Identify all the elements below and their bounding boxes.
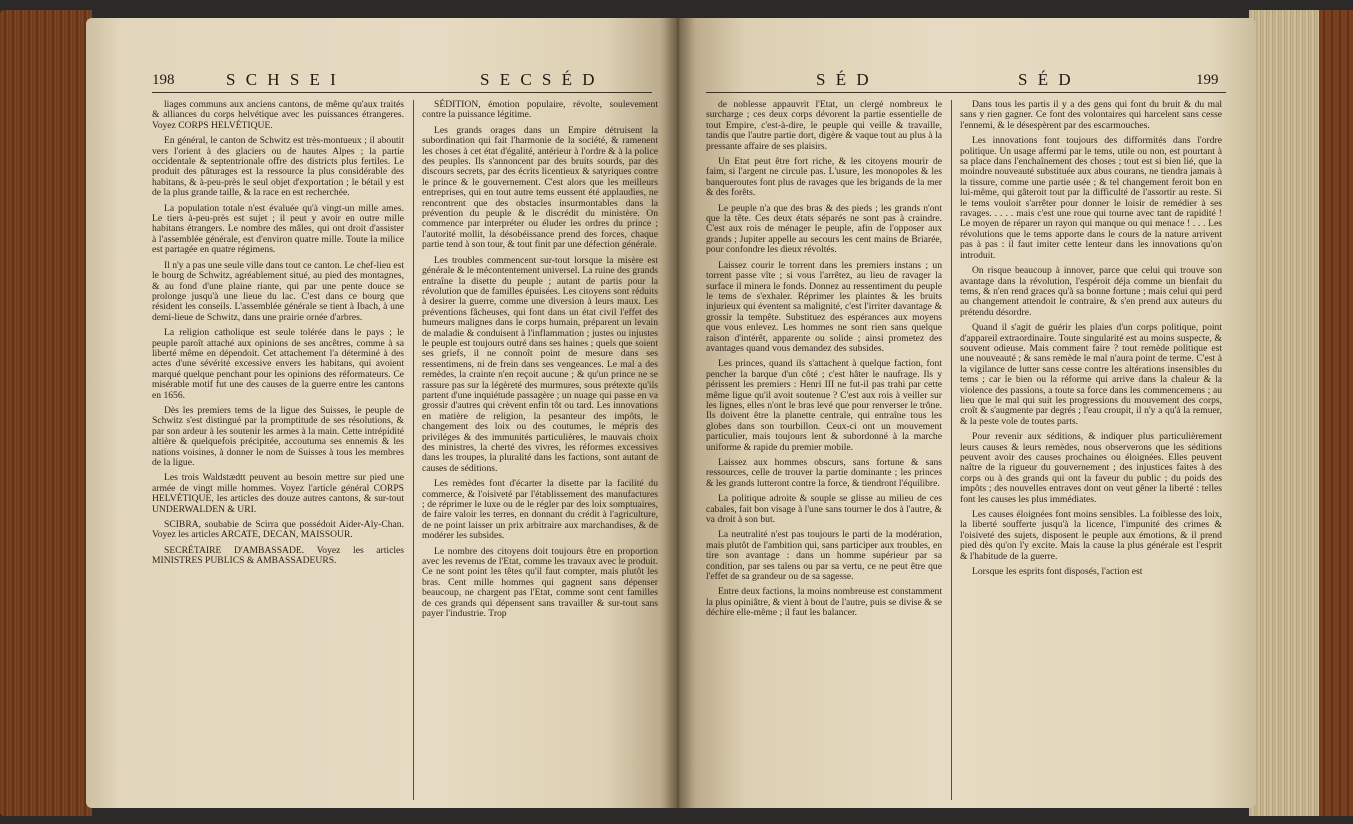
- paragraph: Laissez courir le torrent dans les premiers instans ; un torrent passe vîte ; si vous l'arrêtez, au lieu de ravager la surface il minera le fonds. Donnez au ressentiment du peuple le tems de s'exhaler. Réprimer les plaintes & les bruits injurieux qui éventent sa malignité, c'est l'irriter davantage & grossir la tempête. Substituez des espérances aux moyens que vous enlevez. Les hommes ne sont rien sans quelque raison d'intérêt, apparente ou solide ; ainsi prometez des avantages quand vous demandez des subsides.: [706, 259, 942, 354]
- right-column-2: [960, 100, 1222, 582]
- right-header-left: S É D: [816, 70, 872, 89]
- paragraph: de noblesse appauvrit l'Etat, un clergé nombreux le surcharge ; ces deux corps dévorent la partie essentielle de tout Empire, c'est-à-dire, le peuple qui veille & travaille, tandis que l'autre partie dort, digère & vaque tout au plus à la pressante affaire de ses plaisirs.: [706, 99, 942, 152]
- paragraph: Le peuple n'a que des bras & des pieds ; les grands n'ont que la tête. Ces deux états séparés ne sont pas à craindre. C'est aux rois de ménager le peuple, afin de l'opposer aux grands ; Jupiter appelle au secours les cent mains de Briarée, pour confondre les dieux révoltés.: [706, 202, 942, 256]
- paragraph: Les causes éloignées font moins sensibles. La foiblesse des loix, la liberté soufferte jusqu'à la licence, l'impunité des crimes & l'oisiveté des sujets, disposent le peuple aux émotions, & il prend pied dès qu'on l'y excite. Mais la cause la plus générale est l'esprit & l'habitude de la guerre.: [960, 509, 1222, 562]
- paragraph: Dès les premiers tems de la ligue des Suisses, le peuple de Schwitz s'est distingué par la promptitude de ses résolutions, & par son ardeur à les soutenir les armes à la main. Cette intrépidité altière & quelquefois précipitée, accoutuma ses ennemis & les nations voisines, à donner le nom de Suisses à tous les membres de la ligue.: [152, 404, 404, 468]
- paragraph: Un Etat peut être fort riche, & les citoyens mourir de faim, si l'argent ne circule pas. L'usure, les monopoles & les banqueroutes font plus de ravages que les brigands de la mer & des forêts.: [706, 156, 942, 199]
- left-header-right: S E C S É D: [480, 70, 598, 89]
- right-page-number: 199: [1196, 72, 1219, 88]
- paragraph: Les remèdes font d'écarter la disette par la facilité du commerce, & l'oisiveté par l'établissement des manufactures ; de réprimer le luxe ou de le régler par des loix somptuaires, de faire valoir les terres, en donnant du crédit à l'agriculture, de ne point laisser un prix arbitraire aux marchandises, & de modérer les subsides.: [422, 478, 658, 542]
- right-header-right: S É D: [1018, 70, 1074, 89]
- paragraph: Laissez aux hommes obscurs, sans fortune & sans ressources, celle de trouver la partie dominante ; les princes & les grands lutteront contre la force, & tiendront l'équilibre.: [706, 457, 942, 489]
- paragraph: Les princes, quand ils s'attachent à quelque faction, font pencher la barque d'un côté ; c'est hâter le naufrage. Ils y périssent les premiers : Henri III ne fut-il pas trahi par cette même ligue qu'il avoit soutenue ? C'est aux rois à veiller sur les lignes, elles n'ont le bras levé que pour renverser le trône. Ils doivent être la planette centrale, qui entraîne tous les globes dans son tourbillon. Ceux-ci ont un mouvement particulier, mais toujours lent & subordonné à la marche uniforme & rapide du premier mobile.: [706, 358, 942, 453]
- paragraph: La population totale n'est évaluée qu'à vingt-un mille ames. Le tiers à-peu-près est sujet ; il peut y avoir en outre mille habitans étrangers. Le nombre des mâles, qui ont droit d'assister à l'assemblée générale, est d'environ quatre mille. Toute la milice est partagée en quatre régimens.: [152, 202, 404, 256]
- paragraph: Les innovations font toujours des difformités dans l'ordre politique. Un usage affermi par le tems, utile ou non, est pourtant à sa place dans l'enchaînement des choses ; tout est si bien lié, que la moindre nouveauté substituée aux abus courans, ne tiendra jamais à la tissure, comme une partie usée ; & tel changement feroit bon en lui-même, qui gâteroit tout par la difficulté de l'assortir au reste. Si le tems vouloit s'arrêter pour donner le loisir de remédier à ses ravages. . . . . mais c'est une roue qui tourne avec tant de rapidité ! Le moyen de réparer un rayon qui manque ou qui menace ! . . . Les révolutions que le tems apporte dans le cours de la nature arrivent pas à pas : il faut imiter cette lenteur dans les innovations qu'on introduit.: [960, 135, 1222, 261]
- paragraph: Le nombre des citoyens doit toujours être en proportion avec les revenus de l'Etat, comme les travaux avec le produit. Ce ne sont point les têtes qu'il faut compter, mais plutôt les bras. Cent mille hommes qui gagnent sans dépenser beaucoup, ne chargent pas l'Etat, comme sont cent familles de ces grands qui dépensent sans travailler & sur-tout sans payer l'industrie. Trop: [422, 545, 658, 620]
- paragraph: liages communs aux anciens cantons, de même qu'aux traités & alliances du corps helvétique avec les puissances étrangeres. Voyez CORPS HELVÉTIQUE.: [152, 99, 404, 131]
- left-column-2: [422, 100, 658, 625]
- paragraph: La neutralité n'est pas toujours le parti de la modération, mais plutôt de l'ambition qui, sans participer aux troubles, en tire son avantage : dans un homme supérieur par sa condition, par ses talens ou par sa vertu, ce ne peut être que l'effet de sa grandeur ou de sa sagesse.: [706, 529, 942, 583]
- paragraph: Les grands orages dans un Empire détruisent la subordination qui fait l'harmonie de la société, & ramenent les choses à cet état d'égalité, antérieur à l'ordre & à la police des peuples. Ils s'annoncent par des bruits sourds, par des discours secrets, par des écrits licentieux & satyriques contre le prince & le gouvernement. C'est alors que les meilleurs entreprises, qui en tout autre tems eussent été applaudies, ne rencontrent que des obstacles insurmontables dans la prévention du peuple & le discrédit du ministère. On commence par interpréter ou éluder les ordres du prince ; l'autorité mollit, la désobéissance prend des forces, chaque partie tend à son tour, & tout finit par une défection générale.: [422, 124, 658, 251]
- paragraph: En général, le canton de Schwitz est très-montueux ; il aboutit vers l'orient à des glaciers ou de hautes Alpes ; la partie occidentale & septentrionale offre des districts plus fertiles. Le produit des pâturages est la ressource la plus considérable des habitans, & à-peu-près le seul objet d'exportation ; le bétail y est de la plus grande taille, & la race en est recherchée.: [152, 135, 404, 199]
- right-column-divider: [951, 100, 952, 800]
- left-page: [86, 18, 676, 808]
- paragraph: Il n'y a pas une seule ville dans tout ce canton. Le chef-lieu est le bourg de Schwitz, agréablement situé, au pied des montagnes, & au fond d'une plaine riante, qui par une pente douce se prolonge jusqu'à une lieue du lac. C'est dans ce bourg que résident les conseils. L'assemblée générale se tient à Ibach, à une demi-lieue de Schwitz, dans une prairie ornée d'arbres.: [152, 259, 404, 323]
- left-header-left: S C H S E I: [226, 70, 339, 89]
- paragraph: SCIBRA, soubabie de Scirra que possédoit Aider-Aly-Chan. Voyez les articles ARCATE, DECAN, MAISSOUR.: [152, 519, 404, 541]
- paragraph: Pour revenir aux séditions, & indiquer plus particulièrement leurs causes & leurs remèdes, nous observerons que les séditions peuvent avoir des causes prochaines ou éloignées. Elles peuvent naître de la rigueur du gouvernement ; des injustices faites à des corps ou à des grands qui ont la faveur du public ; du poids des impôts ; des nouvelles entraves dont on veut gêner la liberté : telles font les causes les plus immédiates.: [960, 431, 1222, 505]
- paragraph: Quand il s'agit de guérir les plaies d'un corps politique, point d'appareil extraordinaire. Toute singularité est au moins suspecte, & souvent odieuse. Mais comment faire ? tout remède politique est une nouveauté ; & sans remède le mal n'aura point de terme. C'est à la vigilance de lutter sans cesse contre les altérations insensibles du tems ; car le bien ou la réforme qui arrive dans la chaleur & la violence des passions, a toute sa force dans les commencemens ; au lieu que le mal qui suit les progressions du mouvement des corps, croît & s'augmente par degrés ; l'eau croupit, il n'y a qu'à la remuer, & la peste vole de toutes parts.: [960, 322, 1222, 427]
- paragraph: On risque beaucoup à innover, parce que celui qui trouve son avantage dans la révolution, l'espéroit déja comme un bienfait du tems, & n'en rend graces qu'à sa bonne fortune ; mais celui qui perd au changement attendoit le contraire, & s'en prend aux auteurs du prétendu désordre.: [960, 265, 1222, 318]
- paragraph: Les troubles commencent sur-tout lorsque la misère est générale & le mécontentement universel. La ruine des grands entraîne la disette du peuple ; autant de partis pour la révolution que de familles épuisées. Les citoyens sont réduits à desirer la guerre, comme une diversion à leurs maux. Les préventions fâcheuses, qui font dans un état civil l'effet des humeurs malignes dans le corps humain, préparent un levain de maladie & conduisent à l'inflammation ; justes ou injustes le peuple est toujours outré dans ses haines ; quels que soient ses griefs, il ne connoît point de mesure dans ses ressentimens, ni de frein dans ses vengeances. Le mal a des remèdes, la crainte n'en reçoit aucune ; & qu'un prince ne se rassure pas sur la légèreté des murmures, sous prétexte qu'ils partent d'une inquiétude passagère ; un nuage qui passe en va grossir d'autres qui crèvent enfin tôt ou tard. Les innovations en matière de religion, la pesanteur des impôts, le changement des loix ou des coutumes, le mépris des priviléges & des immunités particulières, le mauvais choix des ministres, la cherté des vivres, les réformes excessives dans les troupes, la pluralité dans les factions, sont autant de causes de séditions.: [422, 254, 658, 474]
- right-page: [676, 18, 1256, 808]
- left-header-rule: [152, 92, 652, 93]
- paragraph: Dans tous les partis il y a des gens qui font du bruit & du mal sans y rien gagner. Ce font des volontaires qui harcelent sans cesse l'ennemi, & le désespèrent par des escarmouches.: [960, 99, 1222, 131]
- paragraph: La religion catholique est seule tolérée dans le pays ; le peuple paroît attaché aux opinions de ses ancêtres, comme à sa liberté même en dépendoit. Cet attachement l'a déterminé à des actes d'une sévérité excessive envers les habitans, qui avoient marqué quelque penchant pour les opinions des réformateurs. Ce misérable motif fut une des causes de la guerre entre les cantons en 1656.: [152, 327, 404, 401]
- left-book-edge: [0, 10, 92, 816]
- left-column-1: [152, 100, 404, 572]
- left-page-number: 198: [152, 72, 175, 88]
- left-column-divider: [413, 100, 414, 800]
- paragraph: Les trois Waldstædtt peuvent au besoin mettre sur pied une armée de vingt mille hommes. Voyez l'article général CORPS HELVÉTIQUE, les articles des douze autres cantons, & sur-tout UNDERWALDEN & URI.: [152, 472, 404, 515]
- paragraph: La politique adroite & souple se glisse au milieu de ces cabales, fait bon visage à l'une sans tourner le dos à l'autre, & va droit à son but.: [706, 493, 942, 526]
- book-gutter: [660, 18, 696, 808]
- right-header-rule: [706, 92, 1226, 93]
- paragraph: Entre deux factions, la moins nombreuse est constamment la plus opiniâtre, & vient à bout de l'autre, puis se divise & se déchire elle-même ; il faut les balancer.: [706, 586, 942, 619]
- paragraph: SECRÉTAIRE D'AMBASSADE. Voyez les articles MINISTRES PUBLICS & AMBASSADEURS.: [152, 544, 404, 567]
- paragraph: Lorsque les esprits font disposés, l'action est: [972, 566, 1143, 578]
- paragraph: SÉDITION, émotion populaire, révolte, soulevement contre la puissance légitime.: [422, 99, 658, 121]
- right-book-edge: [1319, 10, 1353, 816]
- right-column-1: [706, 100, 942, 624]
